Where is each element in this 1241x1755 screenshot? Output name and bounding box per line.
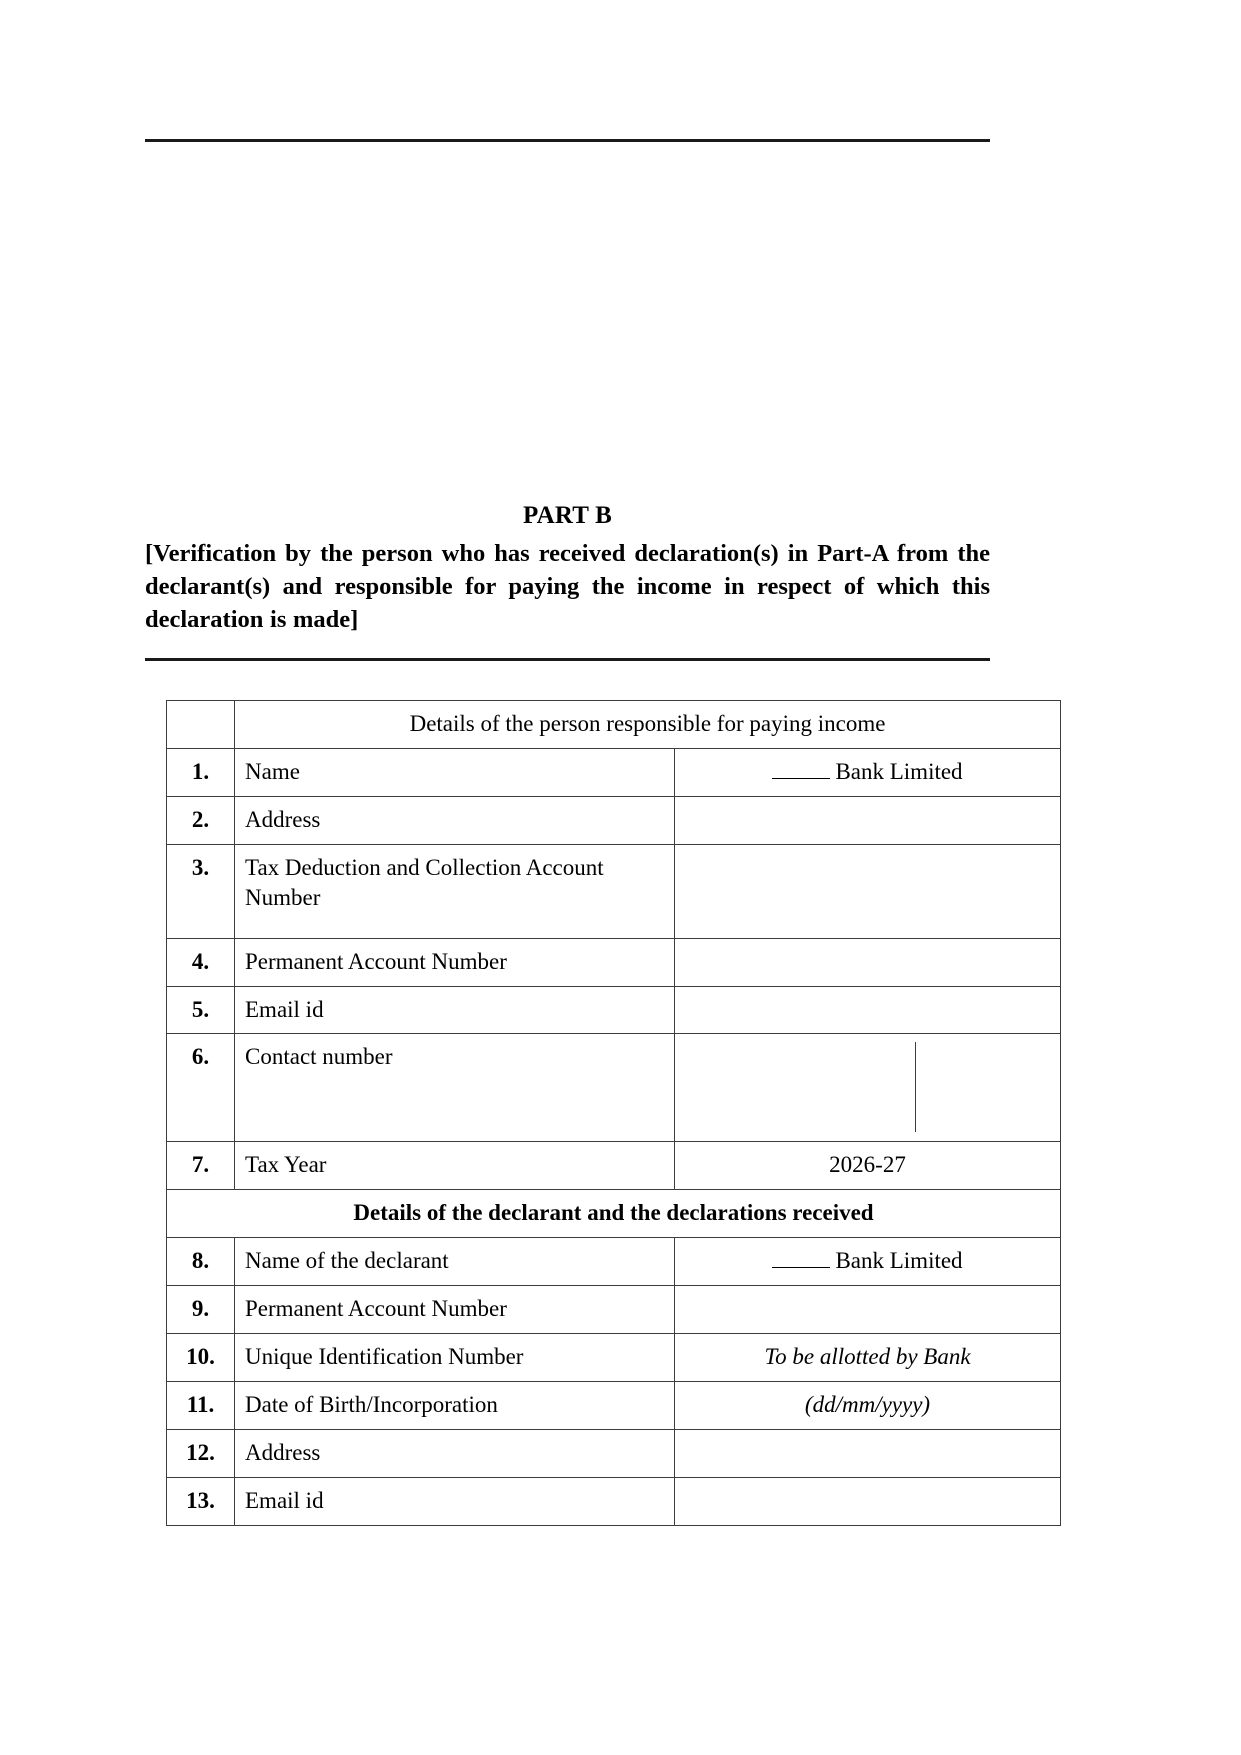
row-serial-4: 4.	[167, 938, 235, 986]
row-value-11[interactable]: (dd/mm/yyyy)	[675, 1381, 1061, 1429]
table-row	[167, 1238, 1061, 1286]
section-heading-declarant: Details of the declarant and the declarations received	[167, 1190, 1061, 1238]
row-serial-3: 3.	[167, 844, 235, 938]
part-b-form-table	[166, 700, 1061, 1526]
row-label-3: Tax Deduction and Collection Account Number	[235, 844, 675, 938]
row-label-6: Contact number	[235, 1034, 675, 1142]
heading-top-rule	[145, 139, 990, 142]
table-row	[167, 1142, 1061, 1190]
part-title: PART B	[523, 502, 612, 529]
section-heading-payer: Details of the person responsible for paying income	[235, 701, 1061, 749]
fill-blank-line[interactable]	[772, 759, 830, 779]
row-value-10[interactable]: To be allotted by Bank	[675, 1334, 1061, 1382]
row-label-12: Address	[235, 1429, 675, 1477]
table-row	[167, 748, 1061, 796]
row-serial-13: 13.	[167, 1477, 235, 1525]
row-value-6	[675, 1034, 1061, 1142]
table-row	[167, 1381, 1061, 1429]
table-row	[167, 1477, 1061, 1525]
heading-block	[145, 500, 990, 636]
row-value-7[interactable]: 2026-27	[675, 1142, 1061, 1190]
verification-statement: [Verification by the person who has received declaration(s) in Part-A from the declarant(s) and responsible for paying the income in respect of which this declaration is made]	[145, 540, 990, 634]
row-serial-12: 12.	[167, 1429, 235, 1477]
sn-empty-cell	[167, 701, 235, 749]
row-label-10: Unique Identification Number	[235, 1334, 675, 1382]
table-row-section-declarant	[167, 1190, 1061, 1238]
row-value-1[interactable]	[675, 748, 1061, 796]
row-value-12[interactable]	[675, 1429, 1061, 1477]
row-value-4[interactable]	[675, 938, 1061, 986]
row-value-8-text: Bank Limited	[835, 1248, 963, 1274]
row-label-9: Permanent Account Number	[235, 1286, 675, 1334]
table-row	[167, 986, 1061, 1034]
table-row	[167, 1034, 1061, 1142]
row-value-13[interactable]	[675, 1477, 1061, 1525]
row-serial-2: 2.	[167, 796, 235, 844]
row-value-9[interactable]	[675, 1286, 1061, 1334]
table-row-section-payer	[167, 701, 1061, 749]
row-label-8: Name of the declarant	[235, 1238, 675, 1286]
heading-bottom-rule	[145, 658, 990, 661]
row-label-11: Date of Birth/Incorporation	[235, 1381, 675, 1429]
table-row	[167, 938, 1061, 986]
row-serial-1: 1.	[167, 748, 235, 796]
row-label-5: Email id	[235, 986, 675, 1034]
row-serial-11: 11.	[167, 1381, 235, 1429]
row-serial-6: 6.	[167, 1034, 235, 1142]
table-row	[167, 1286, 1061, 1334]
row-serial-10: 10.	[167, 1334, 235, 1382]
table-row	[167, 1334, 1061, 1382]
row-label-4: Permanent Account Number	[235, 938, 675, 986]
row-label-13: Email id	[235, 1477, 675, 1525]
row-value-5[interactable]	[675, 986, 1061, 1034]
table-row	[167, 1429, 1061, 1477]
row-serial-7: 7.	[167, 1142, 235, 1190]
row-serial-8: 8.	[167, 1238, 235, 1286]
row-label-2: Address	[235, 796, 675, 844]
row-serial-9: 9.	[167, 1286, 235, 1334]
contact-number-field-left[interactable]	[685, 1042, 916, 1132]
row-value-1-text: Bank Limited	[835, 758, 963, 784]
row-serial-5: 5.	[167, 986, 235, 1034]
table-row	[167, 844, 1061, 938]
contact-number-split	[685, 1042, 1050, 1132]
row-value-3[interactable]	[675, 844, 1061, 938]
row-label-1: Name	[235, 748, 675, 796]
row-value-2[interactable]	[675, 796, 1061, 844]
table-row	[167, 796, 1061, 844]
row-label-7: Tax Year	[235, 1142, 675, 1190]
fill-blank-line[interactable]	[772, 1248, 830, 1268]
row-value-8[interactable]	[675, 1238, 1061, 1286]
contact-number-field-right[interactable]	[916, 1042, 1050, 1132]
form-table-body	[167, 701, 1061, 1526]
